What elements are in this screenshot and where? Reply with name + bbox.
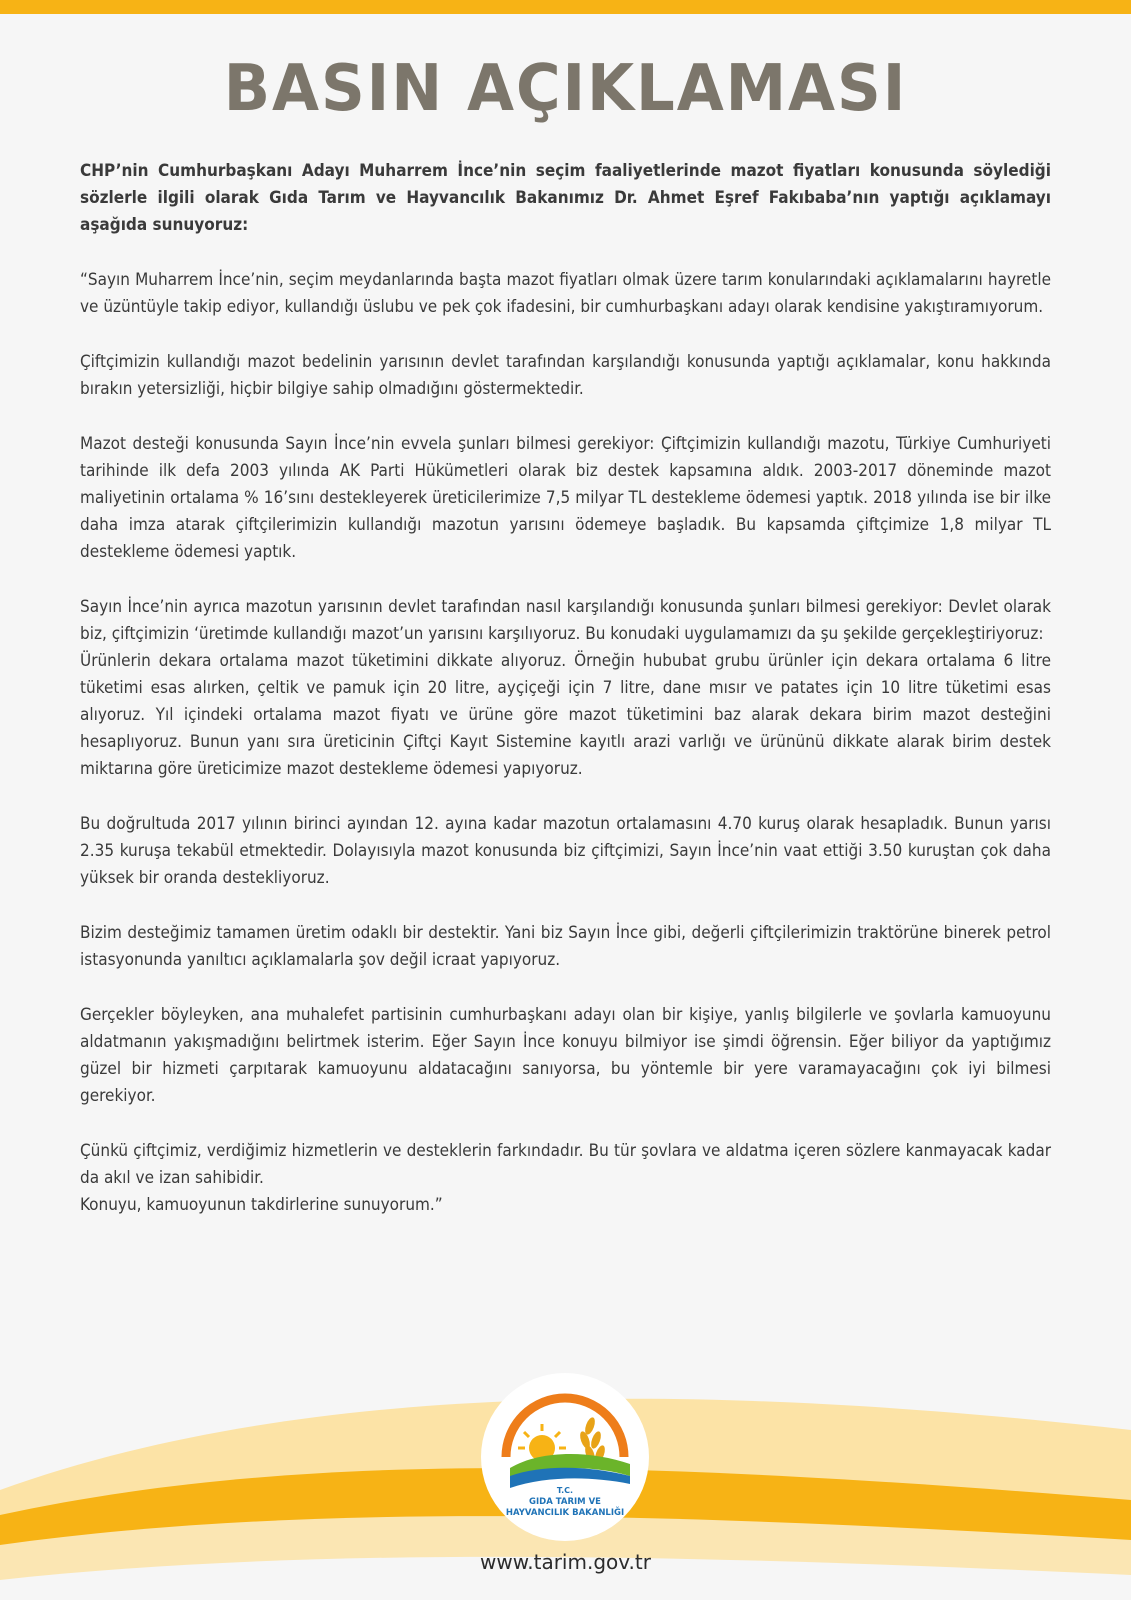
body-paragraph-3: Mazot desteği konusunda Sayın İnce’nin evvela şunları bilmesi gerekiyor: Çiftçimizin kullandığı mazotu, Türkiye Cumhuriyeti tarihinde ilk defa 2003 yılında AK Parti Hükümetleri olarak biz destek kapsamına aldık. 2003-2017 döneminde mazot maliyetinin ortalama % 16’sını destekleyerek üreticilerimize 7,5 milyar TL destekleme ödemesi yaptık. 2018 yılında ise bir ilke daha imza atarak çiftçilerimizin kullandığı mazotun yarısını ödemeye başladık. Bu kapsamda çiftçimize 1,8 milyar TL destekleme ödemesi yaptık. <box>80 434 1051 562</box>
body-paragraph-9: Çünkü çiftçimiz, verdiğimiz hizmetlerin ve desteklerin farkındadır. Bu tür şovlara ve aldatma içeren sözlere kanmayacak kadar da akıl ve izan sahibidir. <box>80 1141 1051 1188</box>
top-accent-bar <box>0 0 1131 14</box>
logo-ministry-name: GIDA TARIM VE HAYVANCILIK BAKANLIĞI <box>505 1497 625 1518</box>
body-paragraph-2: Çiftçimizin kullandığı mazot bedelinin yarısının devlet tarafından karşılandığı konusunda yaptığı açıklamalar, konu hakkında bırakın yetersizliği, hiçbir bilgiye sahip olmadığını göstermektedir. <box>80 352 1051 399</box>
body-paragraph-7: Bizim desteğimiz tamamen üretim odaklı bir destektir. Yani biz Sayın İnce gibi, değerli çiftçilerimizin traktörüne binerek petrol istasyonunda yanıltıcı açıklamalarla şov değil icraat yapıyoruz. <box>80 923 1051 970</box>
website-link[interactable]: www.tarim.gov.tr <box>480 1550 651 1574</box>
intro-paragraph: CHP’nin Cumhurbaşkanı Adayı Muharrem İnce’nin seçim faaliyetlerinde mazot fiyatları konusunda söylediği sözlerle ilgili olarak Gıda Tarım ve Hayvancılık Bakanımız Dr. Ahmet Eşref Fakıbaba’nın yaptığı açıklamayı aşağıda sunuyoruz: <box>80 161 1051 235</box>
closing-line: Konuyu, kamuoyunun takdirlerine sunuyorum.” <box>80 1195 443 1215</box>
press-release-body <box>80 158 1051 1219</box>
page-title: BASIN AÇIKLAMASI <box>223 52 908 126</box>
body-paragraph-4: Sayın İnce’nin ayrıca mazotun yarısının devlet tarafından nasıl karşılandığı konusunda şunları bilmesi gerekiyor: Devlet olarak biz, çiftçimizin ‘üretimde kullandığı mazot’un yarısını karşılıyoruz. Bu konudaki uygulamamızı da şu şekilde gerçekleştiriyoruz: <box>80 597 1051 644</box>
body-paragraph-5: Ürünlerin dekara ortalama mazot tüketimini dikkate alıyoruz. Örneğin hububat grubu ürünler için dekara ortalama 6 litre tüketimi esas alırken, çeltik ve pamuk için 20 litre, ayçiçeği için 7 litre, dane mısır ve patates için 10 litre tüketimi esas alıyoruz. Yıl içindeki ortalama mazot fiyatı ve ürüne göre mazot tüketimini baz alarak dekara birim mazot desteğini hesaplıyoruz. Bunun yanı sıra üreticinin Çiftçi Kayıt Sistemine kayıtlı arazi varlığı ve ürününü dikkate alarak birim destek miktarına göre üreticimize mazot destekleme ödemesi yapıyoruz. <box>80 651 1051 779</box>
body-paragraph-6: Bu doğrultuda 2017 yılının birinci ayından 12. ayına kadar mazotun ortalamasını 4.70 kuruş olarak hesapladık. Bunun yarısı 2.35 kuruşa tekabül etmektedir. Dolayısıyla mazot konusunda biz çiftçimizi, Sayın İnce’nin vaat ettiği 3.50 kuruştan çok daha yüksek bir oranda destekliyoruz. <box>80 814 1051 888</box>
body-paragraph-1: “Sayın Muharrem İnce’nin, seçim meydanlarında başta mazot fiyatları olmak üzere tarım konularındaki açıklamalarını hayretle ve üzüntüyle takip ediyor, kullandığı üslubu ve pek çok ifadesini, bir cumhurbaşkanı adayı olarak kendisine yakıştıramıyorum. <box>80 270 1051 317</box>
body-paragraph-8: Gerçekler böyleyken, ana muhalefet partisinin cumhurbaşkanı adayı olan bir kişiye, yanlış bilgilerle ve şovlarla kamuoyunu aldatmanın yakışmadığını belirtmek isterim. Eğer Sayın İnce konuyu bilmiyor ise şimdi öğrensin. Eğer biliyor da yaptığımız güzel bir hizmeti çarpıtarak kamuoyunu aldatacağını sanıyorsa, bu yöntemle bir yere varamayacağını çok iyi bilmesi gerekiyor. <box>80 1005 1051 1106</box>
logo-tc-label: T.C. <box>556 1486 574 1495</box>
